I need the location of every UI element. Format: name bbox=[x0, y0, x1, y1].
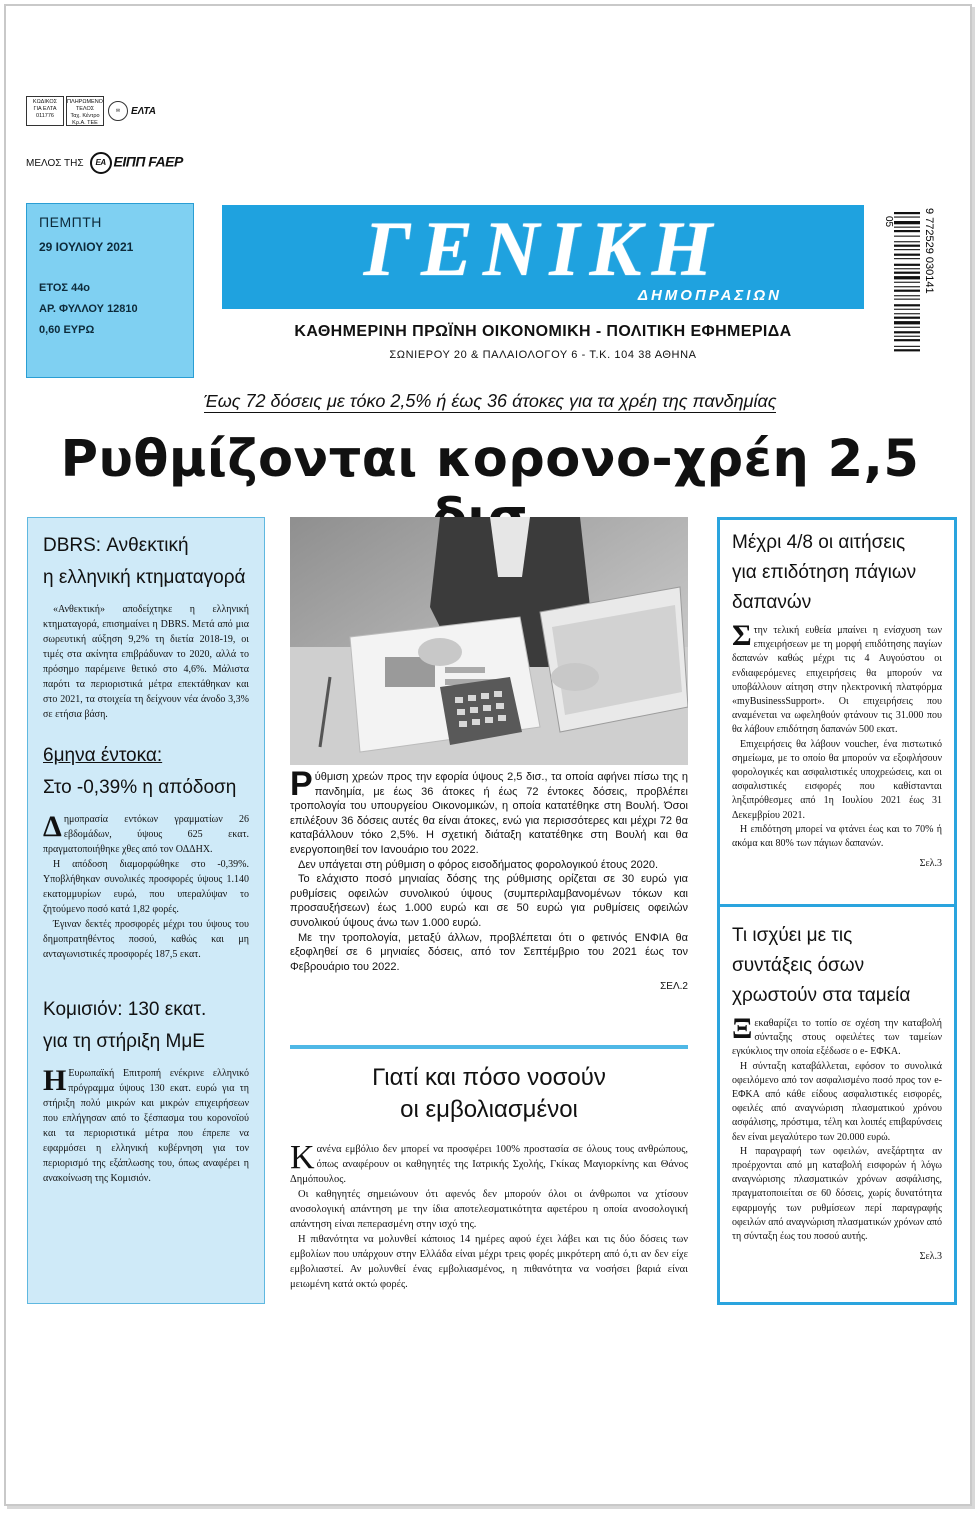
barcode-bar bbox=[894, 346, 920, 347]
barcode-bar bbox=[894, 230, 920, 232]
barcode-bars bbox=[894, 212, 920, 351]
barcode-bar bbox=[894, 245, 920, 247]
masthead-subtitle: ΔΗΜΟΠΡΑΣΙΩΝ bbox=[637, 287, 782, 304]
funds-article bbox=[717, 907, 957, 1305]
dbrs-title-1: DBRS: Ανθεκτική bbox=[43, 535, 189, 556]
funds-title-2: συντάξεις όσων bbox=[732, 955, 865, 976]
commission-dropcap: Η bbox=[43, 1064, 67, 1097]
lead-para-2: Δεν υπάγεται στη ρύθμιση ο φόρος εισοδήματος φορολογικού έτους 2020. bbox=[298, 858, 659, 871]
issue-day: ΠΕΜΠΤΗ bbox=[39, 214, 102, 230]
elta-code-box: ΚΩΔΙΚΟΣ ΓΙΑ ΕΛΤΑ 011776 bbox=[26, 96, 64, 126]
barcode-bar bbox=[894, 286, 920, 287]
issue-date: 29 ΙΟΥΛΙΟΥ 2021 bbox=[39, 240, 134, 254]
barcode-bar bbox=[894, 264, 920, 266]
barcode-bar bbox=[894, 236, 920, 237]
lead-page-ref: ΣΕΛ.2 bbox=[660, 981, 688, 993]
issue-year: ΕΤΟΣ 44ο bbox=[39, 282, 91, 294]
funds-para-2: Η σύνταξη καταβάλλεται, εφόσον το συνολικά οφειλόμενο από τον ασφαλισμένο ποσό προς τον e-ΕΦΚΑ από κάθε είδους ασφαλιστικές εισφορές, οφειλές από αναγνώριση πλασματικού χρόνου ασφάλισης, πρόστιμα, τέλη και λοιπές επιβαρύνσεις δεν είναι μεγαλύτερο των 20.000 ευρώ. bbox=[732, 1060, 942, 1143]
barcode-bar bbox=[894, 290, 920, 292]
lead-kicker: Έως 72 δόσεις με τόκο 2,5% ή έως 36 άτοκες για τα χρέη της πανδημίας bbox=[203, 391, 777, 411]
barcode-bar bbox=[894, 331, 920, 333]
barcode-bar bbox=[894, 299, 920, 300]
postal-boxes bbox=[26, 96, 170, 126]
barcode-bar bbox=[894, 304, 920, 306]
barcode-bar bbox=[894, 309, 920, 310]
vaccine-article bbox=[290, 1139, 688, 1292]
barcode-bar bbox=[894, 241, 920, 242]
section-divider bbox=[290, 1045, 688, 1049]
barcode-digits: 9 772529 030141 bbox=[923, 208, 935, 294]
lead-para-1: ύθμιση χρεών προς την εφορία ύψους 2,5 δισ., τα οποία αφήνει πίσω της η πανδημία, με έως 36 άτοκες ή έως 72 έντοκες δόσεις, προβλέπει τροπολογία του υπουργείου Οικονομικών, η οποία κατατέθηκε στη Βουλή. Όσοι επιλέξουν 36 δόσεις αυτές θα είναι άτοκες, ενώ για περισσότερες και μέχρι 72 θα καταβάλλουν τόκο 2,5%. Η σχετική διάταξη κατατέθηκε στη Βουλή και θα ενεργοποιηθεί τον Ιανουάριο του 2022. bbox=[290, 771, 688, 856]
dbrs-text: «Ανθεκτική» αποδείχτηκε η ελληνική κτηματαγορά, επισημαίνει η DBRS. Μετά από μια σωρευτική αύξηση 9,2% τη διετία 2018-19, οι τιμές στα ακίνητα επιβράδυναν το 2020, αλλά το πρόσημο παρέμεινε θετικό στο 4,6%. Μάλιστα παρότι τα περιοριστικά μέτρα επεκτάθηκαν και στο 2021, τα στοιχεία τη δείχνουν νέα άνοδο 3,3% σε ετήσια βάση. bbox=[43, 604, 249, 720]
eipp-faep-logo: EA ΕΙΠΠ FAEP bbox=[90, 152, 183, 174]
funds-para-1: εκαθαρίζει το τοπίο σε σχέση την καταβολή σύνταξης στους οφειλέτες των ταμείων εγκύκλιος την οποία εξέδωσε ο e- ΕΦΚΑ. bbox=[732, 1018, 942, 1058]
grants-article bbox=[717, 517, 957, 907]
vaccine-dropcap: Κ bbox=[290, 1139, 315, 1176]
grants-title-3: δαπανών bbox=[732, 592, 812, 613]
barcode-bar bbox=[894, 282, 920, 283]
lead-para-4: Με την τροπολογία, μεταξύ άλλων, προβλέπεται ότι ο φετινός ΕΝΦΙΑ θα εξοφληθεί σε 6 μηνιαίες δόσεις, από τον Σεπτέμβριο του 2021 έως τον Φεβρουάριο του 2022. bbox=[290, 931, 688, 973]
barcode-bar bbox=[894, 317, 920, 319]
issue-info-box bbox=[26, 203, 194, 378]
commission-article bbox=[43, 994, 249, 1186]
vaccine-headline: Γιατί και πόσο νοσούν οι εμβολιασμένοι bbox=[372, 1064, 606, 1123]
lead-para-3: Το ελάχιστο ποσό μηνιαίας δόσης της ρύθμισης ορίζεται σε 30 ευρώ για ρυθμίσεις οφειλών συνολικού ύψους (συμπεριλαμβανομένων τόκων και προσαυξήσεων) έως 1.000 ευρώ και σε 50 ευρώ για ρυθμίσεις οφειλών συνολικού ύψους άνω των 1.000 ευρώ. bbox=[290, 873, 688, 929]
masthead bbox=[222, 205, 864, 309]
barcode-bar bbox=[894, 313, 920, 314]
commission-title-2: για τη στήριξη ΜμΕ bbox=[43, 1031, 205, 1052]
grants-para-2: Επιχειρήσεις θα λάβουν voucher, ένα πιστωτικό σημείωμα, με το οποίο θα μπορούν να εξοφλήσουν φορολογικές και ασφαλιστικές υποχρεώσεις, και οι ασφαλιστικές εισφορές που καθίστανται ληξιπρόθεσμες από 1η Ιουλίου 2021 έως 31 Δεκεμβρίου 2021. bbox=[732, 738, 942, 821]
grants-title-1: Μέχρι 4/8 οι αιτήσεις bbox=[732, 532, 906, 553]
masthead-address: ΣΩΝΙΕΡΟΥ 20 & ΠΑΛΑΙΟΛΟΓΟΥ 6 - Τ.Κ. 104 38 ΑΘΗΝΑ bbox=[389, 349, 697, 361]
barcode-bar bbox=[894, 336, 920, 337]
member-line: ΜΕΛΟΣ ΤΗΣ EA ΕΙΠΠ FAEP bbox=[26, 152, 183, 174]
vaccine-para-3: Η πιθανότητα να μολυνθεί κάποιος 14 ημέρες αφού έχει λάβει και τις δύο δόσεις των εμβολίων που υπάρχουν στην Ελλάδα είναι μέχρι τρεις φορές μικρότερη από ό,τι αν δεν είχε εμβολιαστεί. Αν μολυνθεί ένας εμβολιασμένος, η πιθανότητα να νοσήσει βαριά είναι μειωμένη κατά οκτώ φορές. bbox=[290, 1234, 688, 1290]
vaccine-para-2: Οι καθηγητές σημειώνουν ότι αφενός δεν μπορούν όλοι οι άνθρωποι να χτίσουν ανοσολογική απάντηση με την ίδια αποτελεσματικότητα αφετέρου η οποία ανοσολογική απάντηση είναι πεπερασμένη στην ισχύ της. bbox=[290, 1189, 688, 1230]
barcode-bar bbox=[894, 227, 920, 228]
grants-title-2: για επιδότηση πάγιων bbox=[732, 562, 917, 583]
barcode-bar bbox=[894, 321, 920, 324]
tbills-title-2: Στο -0,39% η απόδοση bbox=[43, 777, 237, 798]
funds-dropcap: Ξ bbox=[732, 1012, 753, 1045]
barcode-bar bbox=[894, 268, 920, 269]
barcode bbox=[878, 204, 938, 382]
barcode-bar bbox=[894, 212, 920, 214]
masthead-tagline: ΚΑΘΗΜΕΡΙΝΗ ΠΡΩΪΝΗ ΟΙΚΟΝΟΜΙΚΗ - ΠΟΛΙΤΙΚΗ ΕΦΗΜΕΡΙΔΑ bbox=[294, 323, 792, 340]
barcode-bar bbox=[894, 276, 920, 279]
barcode-bar bbox=[894, 254, 920, 256]
barcode-bar bbox=[894, 272, 920, 274]
lead-photo bbox=[290, 517, 688, 765]
barcode-bar bbox=[894, 349, 920, 351]
stamp-icon: ✉ bbox=[108, 101, 128, 121]
dbrs-title-2: η ελληνική κτηματαγορά bbox=[43, 567, 246, 588]
dbrs-article bbox=[43, 530, 249, 722]
grants-page-ref: Σελ.3 bbox=[919, 858, 942, 870]
tbills-dropcap: Δ bbox=[43, 810, 62, 843]
grants-dropcap: Σ bbox=[732, 619, 752, 652]
funds-title-1: Τι ισχύει με τις bbox=[732, 925, 853, 946]
funds-title-3: χρωστούν στα ταμεία bbox=[732, 985, 911, 1006]
issue-price: 0,60 ΕΥΡΩ bbox=[39, 324, 95, 336]
lead-headline: Ρυθμίζονται κορονο-χρέη 2,5 bbox=[60, 430, 920, 489]
tbills-para-1: ημοπρασία εντόκων γραμματίων 26 εβδομάδων, ύψους 625 εκατ. πραγματοποιήθηκε χθες από τον ΟΔΔΗΧ. bbox=[43, 814, 249, 855]
issue-number: ΑΡ. ΦΥΛΛΟΥ 12810 bbox=[39, 303, 138, 315]
funds-page-ref: Σελ.3 bbox=[919, 1251, 942, 1263]
barcode-bar bbox=[894, 327, 920, 328]
lead-dropcap: Ρ bbox=[290, 765, 313, 803]
barcode-bar bbox=[894, 249, 920, 250]
grants-para-3: Η επιδότηση μπορεί να φτάνει έως και το 70% ή ακόμα και 80% των πάγιων δαπανών. bbox=[732, 823, 942, 850]
tbills-article bbox=[43, 740, 249, 962]
funds-para-3: Η παραγραφή των οφειλών, ανεξάρτητα αν προέρχονται από μη καταβολή εισφορών ή λόγω αναγνώρισης πλασματικών χρόνων ασφάλισης, πραγματοποιείται σε 60 δόσεις, χωρίς δυνατότητα εφαρμογής των ρυθμίσεων περί παραγραφής οφειλών από αναγνώριση πλασματικών χρόνων από τη σύνταξη έως του ποσού αυτής. bbox=[732, 1145, 942, 1243]
commission-text: Ευρωπαϊκή Επιτροπή ενέκρινε ελληνικό πρόγραμμα ύψους 130 εκατ. ευρώ για τη στήριξη πολύ μικρών και μικρών επιχειρήσεων που επλήγησαν από το ξέσπασμα του κορονοϊού και τα περιοριστικά μέτρα που έπρεπε να εφαρμόσει η ελληνική κυβέρνηση για τον περιορισμό της εξάπλωσης του, όπως αναφέρει η ανακοίνωση της Κομισιόν. bbox=[43, 1068, 249, 1184]
barcode-bar bbox=[894, 295, 920, 296]
elta-logo: ✉ ΕΛΤΑ bbox=[108, 96, 170, 126]
masthead-title: ΓΕΝΙΚΗ bbox=[363, 205, 723, 292]
grants-para-1: την τελική ευθεία μπαίνει η ενίσχυση των επιχειρήσεων με τη μορφή επιδότησης παγίων δαπανών καθώς μέχρι τις 4 Αυγούστου οι ενδιαφερόμενες επιχειρήσεις θα μπορούν να υποβάλλουν αίτηση στην ηλεκτρονική πλατφόρμα «myBusinessSupport». Οι επιχειρήσεις που αναμένεται να ωφεληθούν φτάνουν τις 31.000 που θα λάβουν επιδότηση δαπανών 500 εκατ. bbox=[732, 625, 942, 736]
barcode-bar bbox=[894, 258, 920, 259]
tbills-title-1: 6μηνα έντοκα: bbox=[43, 745, 163, 766]
lead-article bbox=[290, 765, 688, 995]
left-sidebar bbox=[27, 517, 265, 1304]
barcode-bar bbox=[894, 339, 920, 341]
commission-title-1: Κομισιόν: 130 εκατ. bbox=[43, 999, 207, 1020]
barcode-bar bbox=[894, 221, 920, 224]
tbills-para-3: Έγιναν δεκτές προσφορές μέχρι του ύψους του δημοπρατηθέντος ποσού, καθώς και μη ανταγωνιστικές προσφορές 187,5 εκατ. bbox=[43, 919, 249, 960]
barcode-bar bbox=[894, 217, 920, 218]
barcode-top: 05 bbox=[883, 216, 894, 228]
vaccine-para-1: ανένα εμβόλιο δεν μπορεί να προσφέρει 100% προστασία σε όλους τους ανθρώπους, όπως αναφέρουν οι καθηγητές της Ιατρικής Σχολής, Γκίκας Μαγιορκίνης και Θάνος Δημόπουλος. bbox=[290, 1144, 688, 1185]
tbills-para-2: Η απόδοση διαμορφώθηκε στο -0,39%. Υποβλήθηκαν συνολικές προσφορές ύψους 1.140 εκατομμυρίων ευρώ, που υπεραλύψαν το ζητούμενο ποσό κατά 1,82 φορές. bbox=[43, 859, 249, 915]
paid-postage-box: ΠΛΗΡΩΜΕΝΟ ΤΕΛΟΣ Ταχ. Κέντρο Κρ.Α. ΤΕΕ bbox=[66, 96, 104, 126]
